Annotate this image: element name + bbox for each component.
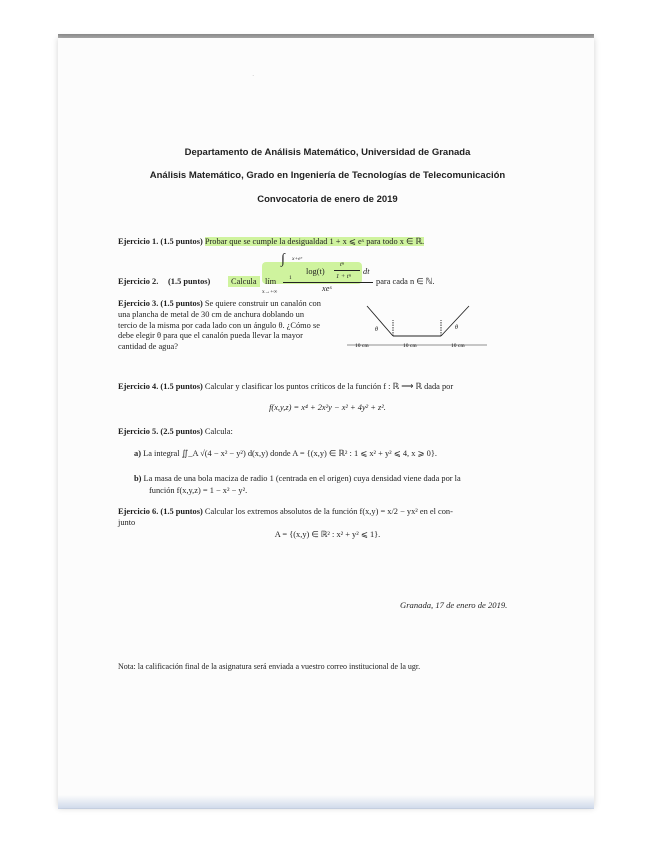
exercise-4 (118, 381, 453, 392)
ex6-text1: Calcular los extremos absolutos de la función f(x,y) = x/2 − yx² en el con- (204, 507, 453, 516)
ex5-a-tag: a) (134, 449, 141, 458)
gutter-left-wall (367, 306, 393, 336)
ex2-calcula: Calcula (228, 276, 260, 287)
dim-middle: 10 cm (403, 343, 417, 349)
gutter-diagram (345, 298, 495, 360)
ex2-dt: dt (363, 267, 370, 276)
ex2-lim: lím (265, 277, 277, 286)
ex3-points: (1.5 puntos) (160, 299, 203, 308)
header-department: Departamento de Análisis Matemático, Universidad de Granada (184, 147, 471, 158)
dim-left: 10 cm (355, 343, 369, 349)
ex1-points: (1.5 puntos) (160, 237, 203, 246)
ex6-points: (1.5 puntos) (160, 507, 203, 516)
ex2-tail: para cada n ∈ ℕ. (376, 277, 435, 286)
exercise-6 (118, 506, 453, 517)
ex1-text: Probar que se cumple la desigualdad 1 + x ⩽ eˣ para todo x ∈ ℝ. (204, 237, 425, 246)
exercise-3 (118, 299, 324, 353)
ex2-frac-den: 1 + tⁿ (336, 273, 351, 280)
ex5-part-a (134, 448, 437, 459)
ex5-label: Ejercicio 5. (118, 427, 159, 436)
exercise-1 (118, 236, 424, 247)
ex4-label: Ejercicio 4. (118, 382, 159, 391)
ex6-text2: junto (118, 518, 136, 527)
ex5-b-tag: b) (134, 474, 142, 483)
ex6-label: Ejercicio 6. (118, 507, 159, 516)
dim-right: 10 cm (451, 343, 465, 349)
ex2-points: (1.5 puntos) (168, 277, 211, 286)
ex5-b-text2: función f(x,y,z) = 1 − x² − y². (149, 486, 248, 495)
ex5-text: Calcula: (204, 427, 233, 436)
ex2-denominator: xeˣ (322, 284, 332, 293)
gutter-right-wall (441, 306, 469, 336)
ex4-points: (1.5 puntos) (160, 382, 203, 391)
paper-bottom-shadow (58, 795, 594, 809)
signature-date: Granada, 17 de enero de 2019. (400, 600, 508, 610)
dust-mark: · (252, 72, 255, 80)
ex2-integrand: log(t) (306, 267, 325, 276)
ex5-points: (2.5 puntos) (160, 427, 203, 436)
ex5-b-text1: La masa de una bola maciza de radio 1 (centrada en el origen) cuya densidad viene dada por la (143, 474, 461, 483)
theta-right: θ (455, 325, 458, 331)
ex2-lower-limit: 1 (289, 275, 292, 281)
ex5-part-b (134, 473, 461, 484)
ex1-label: Ejercicio 1. (118, 237, 159, 246)
exercise-5 (118, 426, 233, 437)
ex2-label: Ejercicio 2. (118, 277, 159, 286)
ex4-formula: f(x,y,z) = x⁴ + 2x²y − x² + 4y² + z². (269, 403, 386, 412)
ex4-text: Calcular y clasificar los puntos críticos de la función f : ℝ ⟶ ℝ dada por (204, 382, 454, 391)
ex3-label: Ejercicio 3. (118, 299, 159, 308)
ex3-text: Se quiere construir un canalón con una plancha de metal de 30 cm de anchura doblando un tercio de la misma por cada lado con un ángulo θ. ¿Cómo se debe elegir θ para que el canalón pueda llevar la mayor cantidad de agua? (118, 299, 321, 352)
ex5-a-text: La integral ∬_A √(4 − x² − y²) d(x,y) donde A = {(x,y) ∈ ℝ² : 1 ⩽ x² + y² ⩽ 4, x ⩾ 0}. (143, 449, 437, 458)
ex2-upper-limit: x+eˣ (292, 256, 303, 262)
footer-note: Nota: la calificación final de la asignatura será enviada a vuestro correo institucional de la ugr. (118, 662, 421, 671)
ex2-frac-num: tⁿ (340, 261, 344, 268)
ex6-set: A = {(x,y) ∈ ℝ² : x² + y² ⩽ 1}. (274, 530, 381, 539)
header-exam-date: Convocatoria de enero de 2019 (257, 194, 398, 205)
header-course: Análisis Matemático, Grado en Ingeniería de Tecnologías de Telecomunicación (149, 170, 506, 181)
ex2-lim-sub: x→+∞ (262, 289, 278, 295)
theta-left: θ (375, 327, 378, 333)
ex2-integral-sign: ∫ (281, 252, 285, 267)
